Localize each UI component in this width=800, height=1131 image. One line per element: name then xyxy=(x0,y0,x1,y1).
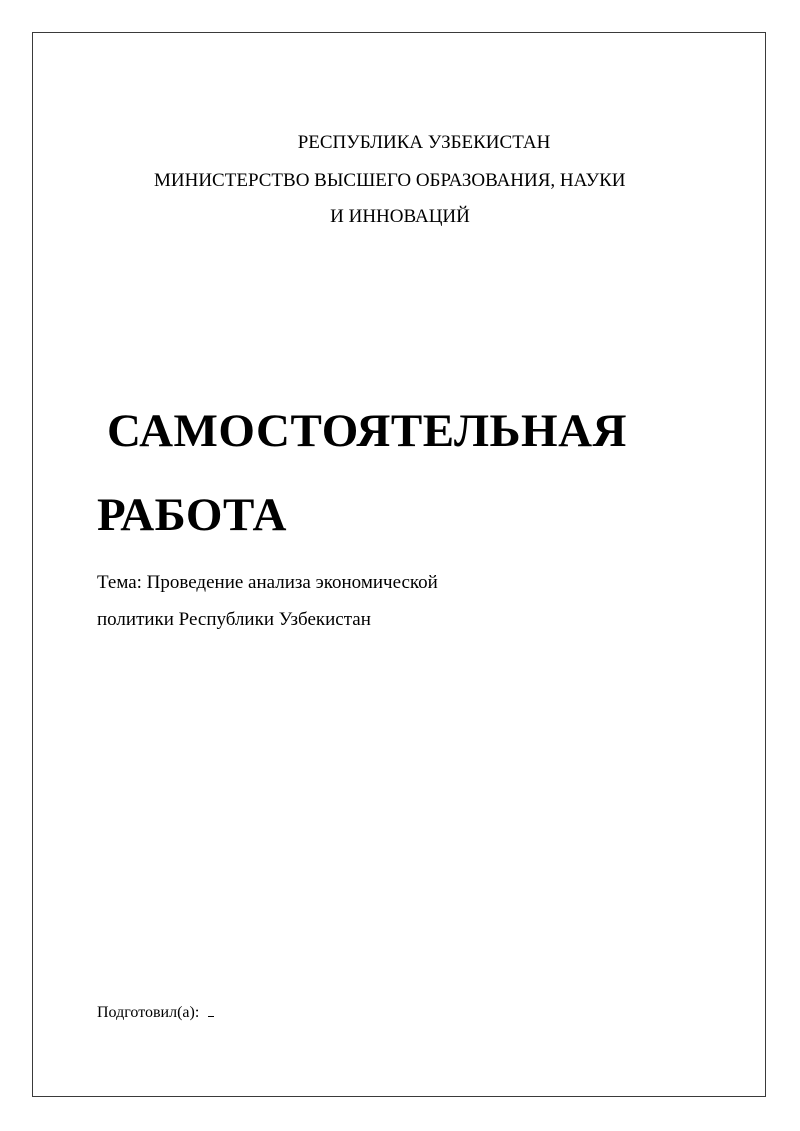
prepared-by xyxy=(97,1004,214,1021)
header-ministry-continued: И ИННОВАЦИЙ xyxy=(330,206,470,227)
prepared-by-value xyxy=(208,1004,214,1017)
header-ministry: МИНИСТЕРСТВО ВЫСШЕГО ОБРАЗОВАНИЯ, НАУКИ xyxy=(154,170,626,191)
header-republic: РЕСПУБЛИКА УЗБЕКИСТАН xyxy=(297,132,551,153)
page-border xyxy=(32,32,766,1097)
topic-line-2: политики Республики Узбекистан xyxy=(97,609,371,630)
topic-line-1: Тема: Проведение анализа экономической xyxy=(97,572,438,593)
prepared-by-label: Подготовил(а): xyxy=(97,1004,200,1021)
document-title-line-2: РАБОТА xyxy=(97,489,287,541)
document-title-line-1: САМОСТОЯТЕЛЬНАЯ xyxy=(107,405,627,457)
